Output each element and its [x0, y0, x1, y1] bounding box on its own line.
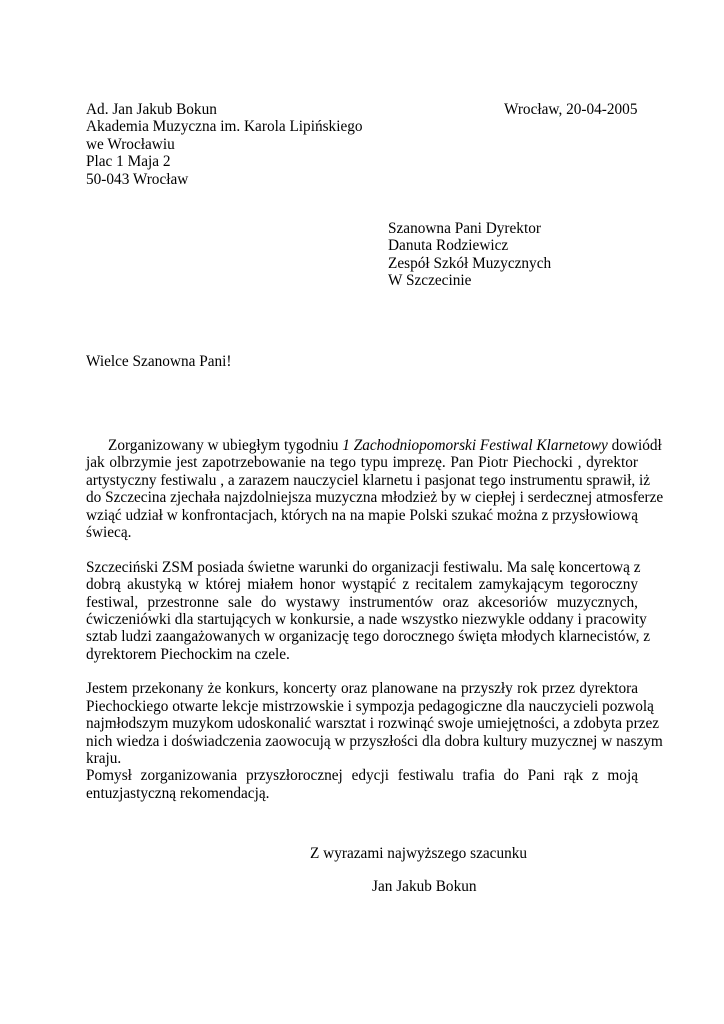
letter-date: Wrocław, 20-04-2005: [504, 101, 638, 118]
recipient-institution: Zespół Szkół Muzycznych: [388, 254, 552, 272]
paragraph-line: entuzjastyczną rekomendacją.: [86, 784, 270, 802]
sender-postal: 50-043 Wrocław: [86, 170, 189, 188]
paragraph-line: kraju.: [86, 750, 122, 768]
sender-name: Ad. Jan Jakub Bokun: [86, 101, 217, 118]
paragraph-line: dobrą akustyką w której miałem honor wystąpić z recitalem zamykającym tegoroczny: [86, 576, 638, 594]
paragraph-line: nich wiedza i doświadczenia zaowocują w przyszłości dla dobra kultury muzycznej w naszym: [86, 732, 663, 750]
text-run: dowiódł: [607, 437, 662, 454]
paragraph-line: dyrektorem Piechockim na czele.: [86, 645, 290, 663]
sender-city-line: we Wrocławiu: [86, 135, 175, 153]
paragraph-line: Piechockiego otwarte lekcje mistrzowskie i sympozja pedagogiczne dla nauczycieli pozwolą: [86, 697, 654, 715]
festival-name: 1 Zachodniopomorski Festiwal Klarnetowy: [342, 437, 608, 454]
paragraph-line: [86, 437, 662, 454]
signature-name: Jan Jakub Bokun: [372, 878, 477, 895]
recipient-city: W Szczecinie: [388, 272, 472, 290]
paragraph-2: [86, 558, 651, 663]
paragraph-line: wziąć udział w konfrontacjach, których na na mapie Polski szukać można z przysłowiową: [86, 506, 638, 524]
paragraph-line: do Szczecina zjechała najzdolniejsza muzyczna młodzież by w ciepłej i serdecznej atmosferze: [86, 489, 664, 507]
paragraph-line: świecą.: [86, 523, 132, 541]
recipient-address: [388, 220, 551, 290]
paragraph-line: najmłodszym muzykom udoskonalić warsztat i rozwinąć swoje umiejętności, a zdobyta przez: [86, 715, 660, 733]
recipient-title: Szanowna Pani Dyrektor: [388, 220, 541, 237]
sender-institution: Akademia Muzyczna im. Karola Lipińskiego: [86, 118, 363, 136]
closing-phrase: Z wyrazami najwyższego szacunku: [310, 845, 528, 862]
sender-address: [86, 101, 363, 188]
paragraph-4: [86, 767, 638, 802]
paragraph-line: jak olbrzymie jest zapotrzebowanie na tego typu imprezę. Pan Piotr Piechocki , dyrektor: [86, 454, 638, 472]
paragraph-3: [86, 680, 663, 768]
paragraph-line: ćwiczeniówki dla startujących w konkursie, a nade wszystko niezwykle oddany i pracowity: [86, 610, 647, 628]
sender-street: Plac 1 Maja 2: [86, 153, 171, 171]
paragraph-line: artystyczny festiwalu , a zarazem nauczyciel klarnetu i pasjonat tego instrumentu sprawił, iż: [86, 471, 651, 489]
text-run: Zorganizowany w ubiegłym tygodniu: [108, 437, 343, 454]
paragraph-1: [86, 437, 664, 541]
recipient-name: Danuta Rodziewicz: [388, 237, 509, 255]
paragraph-line: Pomysł zorganizowania przyszłorocznej edycji festiwalu trafia do Pani rąk z moją: [86, 767, 638, 785]
salutation: Wielce Szanowna Pani!: [86, 353, 232, 370]
paragraph-line: sztab ludzi zaangażowanych w organizację tego dorocznego święta młodych klarnecistów, z: [86, 628, 651, 646]
paragraph-line: Jestem przekonany że konkurs, koncerty oraz planowane na przyszły rok przez dyrektora: [86, 680, 638, 698]
paragraph-line: Szczeciński ZSM posiada świetne warunki do organizacji festiwalu. Ma salę koncertową z: [86, 558, 641, 576]
letter-body: [86, 437, 664, 802]
paragraph-line: festiwal, przestronne sale do wystawy instrumentów oraz akcesoriów muzycznych,: [86, 593, 638, 611]
